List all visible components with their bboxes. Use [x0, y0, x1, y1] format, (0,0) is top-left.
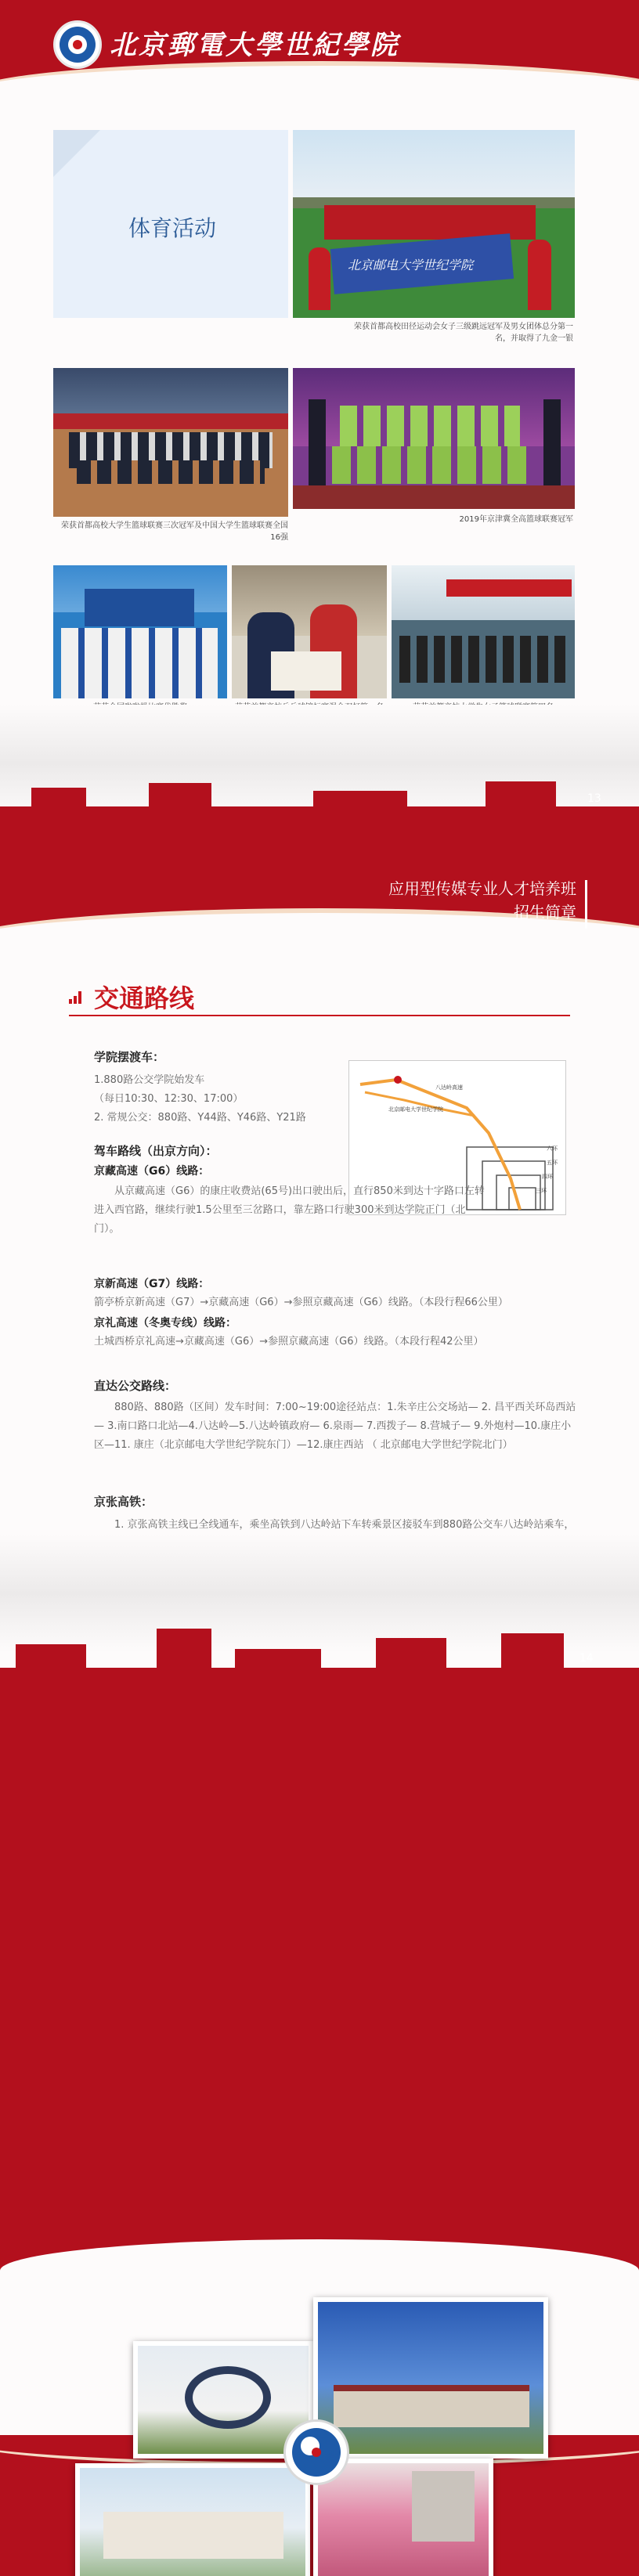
caption-track: 荣获首都高校田径运动会女子三级跳远冠军及男女团体总分第一名，并取得了九金一银: [354, 323, 573, 343]
rail-heading: 京张高铁：: [94, 1495, 153, 1509]
map-label-ring3: 三环: [536, 1188, 547, 1194]
sports-section-title: 体育活动: [128, 215, 217, 241]
page-number: 13: [587, 792, 601, 805]
photo-basketball-team: [53, 368, 288, 517]
g6-text: 从京藏高速（G6）的康庄收费站(65号)出口驶出后，直行850米到达十字路口左转进入西官路，继续行驶1.5公里至三岔路口，靠左路口行驶300米到达学院正门（北门）。: [94, 1185, 485, 1235]
g6-title: 京藏高速（G6）线路：: [94, 1165, 210, 1178]
bar-chart-icon: [69, 991, 85, 1004]
bus-text: 880路、880路（区间）发车时间：7:00~19:00途径站点：1.朱辛庄公交场站— 2. 昌平西关环岛西站— 3.南口路口北站—4.八达岭—5.八达岭镇政府— 6.泉雨— 7.西拨子— 8.营城子— 9.外炮村—10.康庄小区—11. 康庄（北京邮电大学世纪学院东门）—12.康庄西站 （ 北京邮电大学世纪学院北门）: [94, 1402, 576, 1451]
rail-line1: 1. 京张高铁主线已全线通车，乘坐高铁到八达岭站下车转乘景区接驳车到880路公交车八达岭站乘车，: [114, 1519, 575, 1531]
page-13: [0, 0, 639, 846]
sports-section-card: [53, 130, 288, 318]
photo-jingjinji: [293, 368, 575, 509]
map-label-school: 北京邮电大学世纪学院: [388, 1106, 443, 1113]
shuttle-heading: 学院摆渡车：: [94, 1050, 165, 1064]
driving-heading: 驾车路线（出京方向）：: [94, 1144, 218, 1158]
caption-jingjinji: 2019年京津冀全高篮球联赛冠军: [459, 515, 573, 524]
photo-blossoms: [313, 2459, 493, 2576]
map-label-ring4: 四环: [542, 1174, 553, 1180]
banner-title: 应用型传媒专业人才培养班: [388, 879, 576, 898]
bus-heading: 直达公交路线：: [94, 1379, 177, 1393]
map-label-highway: 八达岭高速: [435, 1084, 463, 1091]
photo-womens-basketball: [392, 565, 575, 698]
caption-basketball: 荣获首都高校大学生篮球联赛三次冠军及中国大学生篮球联赛全国16强: [61, 521, 288, 542]
photo-cheerleading: [53, 565, 227, 698]
g7-title: 京新高速（G7）线路：: [94, 1278, 210, 1290]
shuttle-line: 1.880路公交学院始发车: [94, 1074, 205, 1086]
shuttle-times: （每日10:30、12:30、17:00）: [94, 1093, 244, 1105]
school-name: 北京郵電大學世紀學院: [110, 30, 399, 61]
page-14: [0, 846, 639, 1707]
photo-table-tennis: [232, 565, 387, 698]
g7-text: 箭亭桥京新高速（G7）→京藏高速（G6）→参照京藏高速（G6）线路。（本段行程66公里）: [94, 1297, 508, 1308]
school-logo: [53, 20, 102, 69]
page-15: [0, 1707, 639, 2576]
transport-title: 交通路线: [94, 983, 195, 1013]
shuttle-regular-bus: 2. 常规公交：880路、Y44路、Y46路、Y21路: [94, 1112, 306, 1124]
photo-campus-building: [313, 2297, 548, 2459]
banner-subtitle: 招生简章: [514, 903, 576, 922]
jingli-title: 京礼高速（冬奥专线）线路：: [94, 1317, 236, 1329]
photo-campus-lawn: [75, 2463, 310, 2576]
photo-track-team: 北京邮电大学世纪学院: [293, 130, 575, 318]
map-label-ring5: 五环: [547, 1160, 558, 1166]
page-number: 14: [579, 1652, 594, 1665]
map-label-ring6: 六环: [547, 1145, 558, 1152]
school-logo-badge: [283, 2419, 349, 2485]
jingli-text: 土城西桥京礼高速→京藏高速（G6）→参照京藏高速（G6）线路。（本段行程42公里）: [94, 1336, 484, 1348]
